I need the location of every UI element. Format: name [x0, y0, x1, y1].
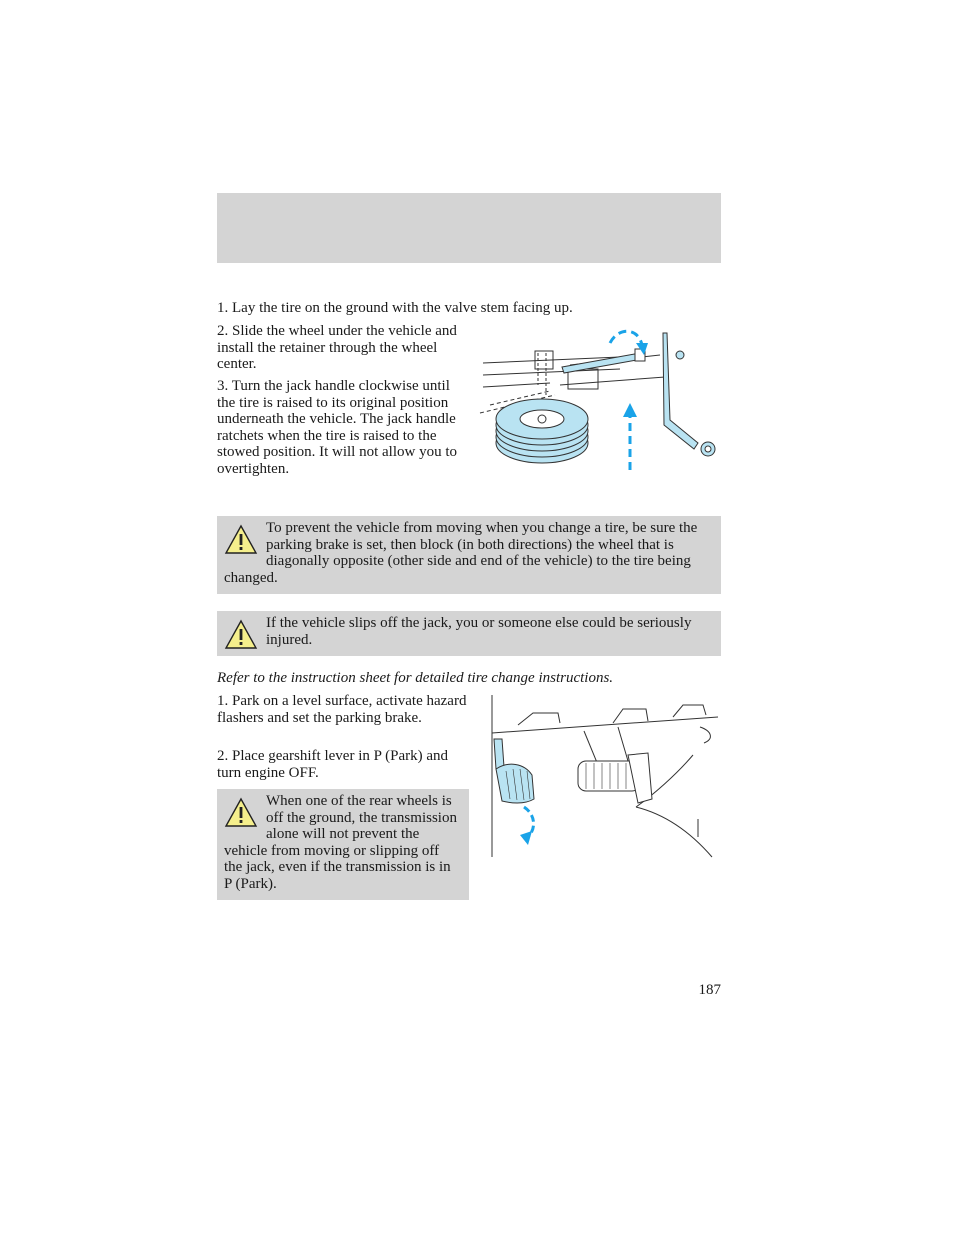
instruction-step-lay-tire: 1. Lay the tire on the ground with the valve stem facing up. [217, 300, 573, 316]
warning-text-parking-brake: To prevent the vehicle from moving when you change a tire, be sure the parking brake is set, then block (in both directions) the wheel that is diagonally opposite (other side and end of the vehicle) to the tire being changed. [224, 520, 698, 586]
warning-box-jack-slip [217, 611, 721, 656]
spare-tire-jack-illustration [480, 325, 725, 475]
instruction-step-slide-wheel: 2. Slide the wheel under the vehicle and install the retainer through the wheel center. [217, 323, 457, 372]
parking-brake-pedal-illustration [488, 695, 720, 860]
warning-text-transmission: When one of the rear wheels is off the ground, the transmission alone will not prevent the vehicle from moving or slipping off the jack, even if the transmission is in P (Park). [224, 793, 457, 892]
instruction-sheet-note: Refer to the instruction sheet for detailed tire change instructions. [217, 670, 614, 686]
warning-box-parking-brake [217, 516, 721, 594]
instruction-step-park: 1. Park on a level surface, activate hazard flashers and set the parking brake. [217, 693, 467, 726]
warning-text-jack-slip: If the vehicle slips off the jack, you or someone else could be seriously injured. [266, 615, 692, 648]
warning-box-transmission [217, 789, 469, 900]
warning-triangle-icon [224, 619, 258, 651]
section-header-band [217, 193, 721, 263]
warning-triangle-icon [224, 797, 258, 829]
page-number: 187 [698, 982, 721, 998]
instruction-step-turn-jack: 3. Turn the jack handle clockwise until the tire is raised to its original position underneath the vehicle. The jack handle ratchets when the tire is raised to the stowed position. It will not allow you to overtighten. [217, 378, 457, 477]
warning-triangle-icon [224, 524, 258, 556]
instruction-step-gearshift: 2. Place gearshift lever in P (Park) and turn engine OFF. [217, 748, 449, 781]
